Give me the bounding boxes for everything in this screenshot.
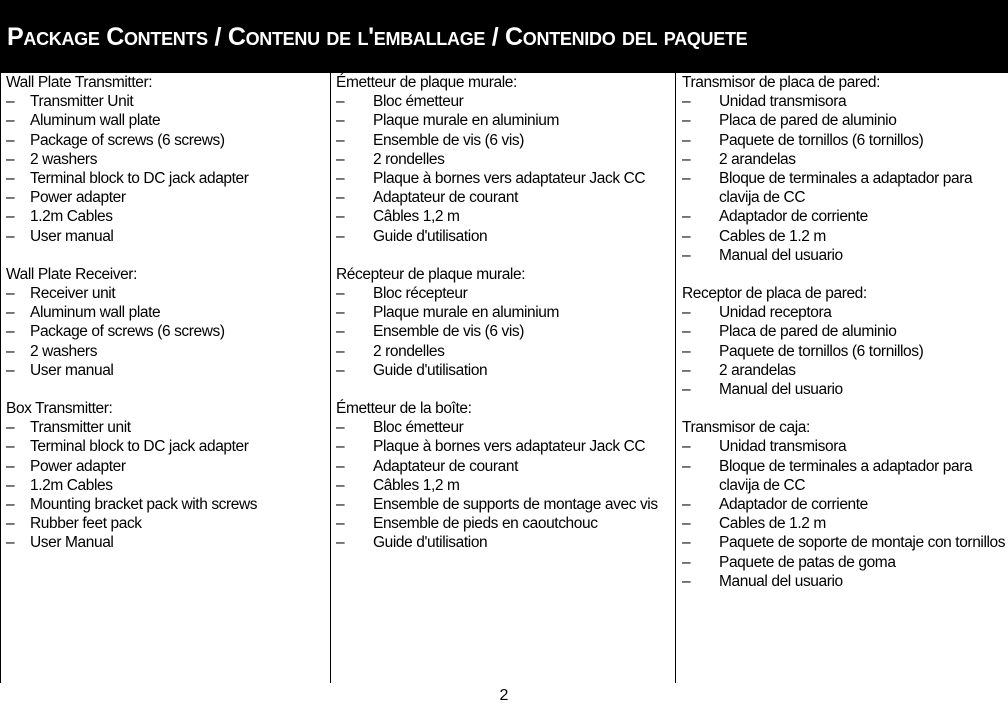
list-dash: – bbox=[336, 342, 345, 360]
list-item-text: Transmitter unit bbox=[30, 419, 131, 437]
list-item-text: User manual bbox=[30, 361, 114, 379]
list-dash: – bbox=[336, 208, 345, 226]
list-item-text: Power adapter bbox=[30, 457, 126, 475]
list-item bbox=[682, 227, 1008, 246]
list-dash: – bbox=[336, 419, 345, 437]
list-dash: – bbox=[6, 285, 15, 303]
list-item-text: Guide d'utilisation bbox=[373, 361, 488, 379]
list-item bbox=[6, 303, 330, 322]
list-item bbox=[6, 169, 330, 188]
contents-section bbox=[6, 73, 330, 246]
list-dash: – bbox=[336, 93, 345, 111]
list-dash: – bbox=[682, 515, 691, 533]
list-dash: – bbox=[6, 419, 15, 437]
list-item bbox=[682, 437, 1008, 456]
list-item-text: Plaque murale en aluminium bbox=[373, 304, 560, 322]
list-item bbox=[6, 150, 330, 169]
list-item-text: Plaque à bornes vers adaptateur Jack CC bbox=[373, 438, 646, 456]
item-list bbox=[336, 418, 675, 552]
section-heading: Box Transmitter: bbox=[6, 400, 113, 418]
list-dash: – bbox=[6, 150, 15, 168]
list-dash: – bbox=[682, 93, 691, 111]
list-item bbox=[336, 111, 675, 130]
list-dash: – bbox=[6, 496, 15, 514]
list-item-text: Manual del usuario bbox=[719, 246, 843, 264]
list-item-text: Adaptador de corriente bbox=[719, 496, 868, 514]
section-heading: Émetteur de la boîte: bbox=[336, 400, 472, 418]
list-item-text: 2 rondelles bbox=[373, 342, 445, 360]
list-item-text: Manual del usuario bbox=[719, 572, 843, 590]
list-item-text: Bloc émetteur bbox=[373, 93, 464, 111]
contents-section bbox=[682, 418, 1008, 591]
list-item-text: Mounting bracket pack with screws bbox=[30, 496, 258, 514]
item-list bbox=[336, 284, 675, 380]
english-column bbox=[0, 73, 331, 683]
list-item bbox=[682, 322, 1008, 341]
list-item-text: 2 arandelas bbox=[719, 150, 796, 168]
list-item-text: Manual del usuario bbox=[719, 381, 843, 399]
list-item-text: Placa de pared de aluminio bbox=[719, 323, 897, 341]
list-item bbox=[336, 514, 675, 533]
list-item-text: Rubber feet pack bbox=[30, 515, 142, 533]
list-item bbox=[336, 131, 675, 150]
list-item bbox=[336, 533, 675, 552]
list-dash: – bbox=[682, 304, 691, 322]
item-list bbox=[682, 303, 1008, 399]
list-item bbox=[6, 533, 330, 552]
list-dash: – bbox=[6, 361, 15, 379]
contents-section bbox=[6, 265, 330, 380]
list-dash: – bbox=[682, 170, 691, 188]
list-dash: – bbox=[682, 323, 691, 341]
list-item bbox=[6, 418, 330, 437]
list-item bbox=[6, 227, 330, 246]
list-item-text: Adaptateur de courant bbox=[373, 189, 518, 207]
list-dash: – bbox=[6, 112, 15, 130]
section-heading: Transmisor de caja: bbox=[682, 419, 810, 437]
list-dash: – bbox=[682, 227, 691, 245]
list-item bbox=[336, 303, 675, 322]
list-item bbox=[682, 111, 1008, 130]
list-item-text: Ensemble de supports de montage avec vis bbox=[373, 496, 658, 514]
list-dash: – bbox=[6, 189, 15, 207]
item-list bbox=[336, 92, 675, 246]
list-item bbox=[336, 418, 675, 437]
item-list bbox=[6, 418, 330, 552]
list-item-text: Câbles 1,2 m bbox=[373, 208, 460, 226]
list-dash: – bbox=[6, 131, 15, 149]
item-list bbox=[682, 92, 1008, 265]
list-item-text: Ensemble de vis (6 vis) bbox=[373, 323, 525, 341]
list-dash: – bbox=[336, 131, 345, 149]
list-item-text: Unidad transmisora bbox=[719, 438, 847, 456]
list-item bbox=[336, 150, 675, 169]
list-item bbox=[6, 207, 330, 226]
list-item bbox=[682, 150, 1008, 169]
list-dash: – bbox=[682, 246, 691, 264]
list-item bbox=[336, 92, 675, 111]
list-dash: – bbox=[336, 361, 345, 379]
list-dash: – bbox=[6, 93, 15, 111]
list-dash: – bbox=[336, 457, 345, 475]
list-dash: – bbox=[336, 476, 345, 494]
list-item-text: Unidad transmisora bbox=[719, 93, 847, 111]
section-heading: Wall Plate Receiver: bbox=[6, 265, 137, 283]
list-item bbox=[336, 169, 675, 188]
list-item bbox=[682, 342, 1008, 361]
contents-section bbox=[336, 73, 675, 246]
list-dash: – bbox=[682, 342, 691, 360]
list-item bbox=[6, 476, 330, 495]
list-dash: – bbox=[336, 189, 345, 207]
package-contents-table bbox=[0, 73, 1008, 683]
list-item-text: Package of screws (6 screws) bbox=[30, 323, 225, 341]
list-dash: – bbox=[6, 227, 15, 245]
list-item bbox=[336, 322, 675, 341]
list-item-text: Terminal block to DC jack adapter bbox=[30, 170, 249, 188]
list-item bbox=[6, 495, 330, 514]
list-item bbox=[6, 361, 330, 380]
list-item-text: Power adapter bbox=[30, 189, 126, 207]
contents-section bbox=[682, 284, 1008, 399]
list-item-text: Receiver unit bbox=[30, 285, 116, 303]
list-dash: – bbox=[682, 208, 691, 226]
french-column bbox=[331, 73, 676, 683]
item-list bbox=[682, 437, 1008, 591]
list-dash: – bbox=[6, 323, 15, 341]
list-item bbox=[682, 131, 1008, 150]
list-dash: – bbox=[6, 438, 15, 456]
contents-section bbox=[682, 73, 1008, 265]
list-item-text: Bloque de terminales a adaptador para clavija de CC bbox=[719, 170, 973, 207]
list-item-text: Adaptateur de courant bbox=[373, 457, 518, 475]
list-item-text: Plaque murale en aluminium bbox=[373, 112, 560, 130]
list-item-text: Bloc récepteur bbox=[373, 285, 468, 303]
list-item-text: 2 rondelles bbox=[373, 150, 445, 168]
list-item bbox=[682, 495, 1008, 514]
list-item-text: Package of screws (6 screws) bbox=[30, 131, 225, 149]
list-dash: – bbox=[336, 304, 345, 322]
list-item bbox=[682, 553, 1008, 572]
list-item bbox=[336, 227, 675, 246]
list-item bbox=[682, 457, 1008, 495]
contents-section bbox=[336, 399, 675, 553]
list-item bbox=[336, 361, 675, 380]
list-item-text: 1.2m Cables bbox=[30, 476, 113, 494]
list-item-text: Câbles 1,2 m bbox=[373, 476, 460, 494]
list-dash: – bbox=[6, 170, 15, 188]
list-item bbox=[682, 361, 1008, 380]
list-dash: – bbox=[336, 534, 345, 552]
list-dash: – bbox=[682, 381, 691, 399]
list-item bbox=[682, 380, 1008, 399]
list-item-text: Paquete de tornillos (6 tornillos) bbox=[719, 342, 924, 360]
list-dash: – bbox=[682, 553, 691, 571]
list-item-text: 2 arandelas bbox=[719, 361, 796, 379]
list-dash: – bbox=[682, 496, 691, 514]
section-heading: Transmisor de placa de pared: bbox=[682, 74, 881, 91]
item-list bbox=[6, 92, 330, 246]
list-item-text: Guide d'utilisation bbox=[373, 227, 488, 245]
list-dash: – bbox=[336, 112, 345, 130]
list-item-text: Bloc émetteur bbox=[373, 419, 464, 437]
section-heading: Émetteur de plaque murale: bbox=[336, 74, 517, 91]
list-dash: – bbox=[682, 572, 691, 590]
list-item-text: Adaptador de corriente bbox=[719, 208, 868, 226]
list-dash: – bbox=[6, 476, 15, 494]
list-item bbox=[6, 437, 330, 456]
list-item bbox=[682, 572, 1008, 591]
list-dash: – bbox=[6, 515, 15, 533]
list-item bbox=[6, 284, 330, 303]
list-item-text: Aluminum wall plate bbox=[30, 304, 161, 322]
list-dash: – bbox=[682, 534, 691, 552]
list-dash: – bbox=[682, 150, 691, 168]
list-item bbox=[682, 514, 1008, 533]
list-item bbox=[336, 207, 675, 226]
list-dash: – bbox=[336, 285, 345, 303]
list-item-text: Cables de 1.2 m bbox=[719, 515, 826, 533]
list-item-text: Aluminum wall plate bbox=[30, 112, 161, 130]
section-heading: Wall Plate Transmitter: bbox=[6, 74, 153, 91]
section-heading: Récepteur de plaque murale: bbox=[336, 265, 526, 283]
list-dash: – bbox=[336, 150, 345, 168]
spanish-column bbox=[676, 73, 1008, 683]
list-item bbox=[336, 437, 675, 456]
list-item bbox=[682, 246, 1008, 265]
list-item-text: Ensemble de vis (6 vis) bbox=[373, 131, 525, 149]
list-item bbox=[6, 342, 330, 361]
list-item bbox=[6, 111, 330, 130]
section-heading: Receptor de placa de pared: bbox=[682, 285, 867, 303]
list-dash: – bbox=[682, 112, 691, 130]
list-dash: – bbox=[336, 227, 345, 245]
contents-section bbox=[6, 399, 330, 553]
list-item bbox=[6, 92, 330, 111]
list-item-text: Transmitter Unit bbox=[30, 93, 134, 111]
list-dash: – bbox=[6, 208, 15, 226]
list-item-text: Paquete de tornillos (6 tornillos) bbox=[719, 131, 924, 149]
list-item bbox=[6, 188, 330, 207]
list-item bbox=[6, 322, 330, 341]
list-item-text: Plaque à bornes vers adaptateur Jack CC bbox=[373, 170, 646, 188]
list-item bbox=[336, 284, 675, 303]
list-item bbox=[336, 457, 675, 476]
list-item bbox=[682, 169, 1008, 207]
page-number: 2 bbox=[499, 687, 509, 704]
list-item-text: Bloque de terminales a adaptador para clavija de CC bbox=[719, 457, 973, 494]
list-item-text: 2 washers bbox=[30, 342, 98, 360]
list-dash: – bbox=[6, 457, 15, 475]
list-dash: – bbox=[6, 534, 15, 552]
list-item bbox=[682, 303, 1008, 322]
list-item-text: User Manual bbox=[30, 534, 114, 552]
list-item bbox=[682, 207, 1008, 226]
list-dash: – bbox=[6, 342, 15, 360]
list-dash: – bbox=[336, 323, 345, 341]
list-dash: – bbox=[336, 170, 345, 188]
list-item bbox=[6, 514, 330, 533]
list-item-text: Ensemble de pieds en caoutchouc bbox=[373, 515, 598, 533]
list-dash: – bbox=[336, 438, 345, 456]
list-dash: – bbox=[682, 457, 691, 475]
list-item bbox=[336, 188, 675, 207]
list-dash: – bbox=[682, 361, 691, 379]
list-dash: – bbox=[336, 496, 345, 514]
list-item-text: Paquete de patas de goma bbox=[719, 553, 896, 571]
list-item bbox=[682, 92, 1008, 111]
list-item bbox=[336, 495, 675, 514]
list-dash: – bbox=[6, 304, 15, 322]
list-item-text: Paquete de soporte de montaje con tornillos bbox=[719, 534, 1006, 552]
page-header bbox=[0, 0, 1008, 73]
list-dash: – bbox=[682, 131, 691, 149]
list-item-text: Unidad receptora bbox=[719, 304, 832, 322]
contents-section bbox=[336, 265, 675, 380]
list-item-text: Cables de 1.2 m bbox=[719, 227, 826, 245]
list-item-text: 2 washers bbox=[30, 150, 98, 168]
list-item-text: User manual bbox=[30, 227, 114, 245]
list-item-text: Guide d'utilisation bbox=[373, 534, 488, 552]
list-dash: – bbox=[336, 515, 345, 533]
item-list bbox=[6, 284, 330, 380]
list-item bbox=[6, 131, 330, 150]
list-item bbox=[336, 476, 675, 495]
list-item bbox=[336, 342, 675, 361]
list-dash: – bbox=[682, 438, 691, 456]
list-item-text: Terminal block to DC jack adapter bbox=[30, 438, 249, 456]
list-item-text: Placa de pared de aluminio bbox=[719, 112, 897, 130]
page-title: Package Contents / Contenu de l'emballage / Contenido del paquete bbox=[7, 23, 748, 51]
list-item-text: 1.2m Cables bbox=[30, 208, 113, 226]
list-item bbox=[682, 533, 1008, 552]
list-item bbox=[6, 457, 330, 476]
